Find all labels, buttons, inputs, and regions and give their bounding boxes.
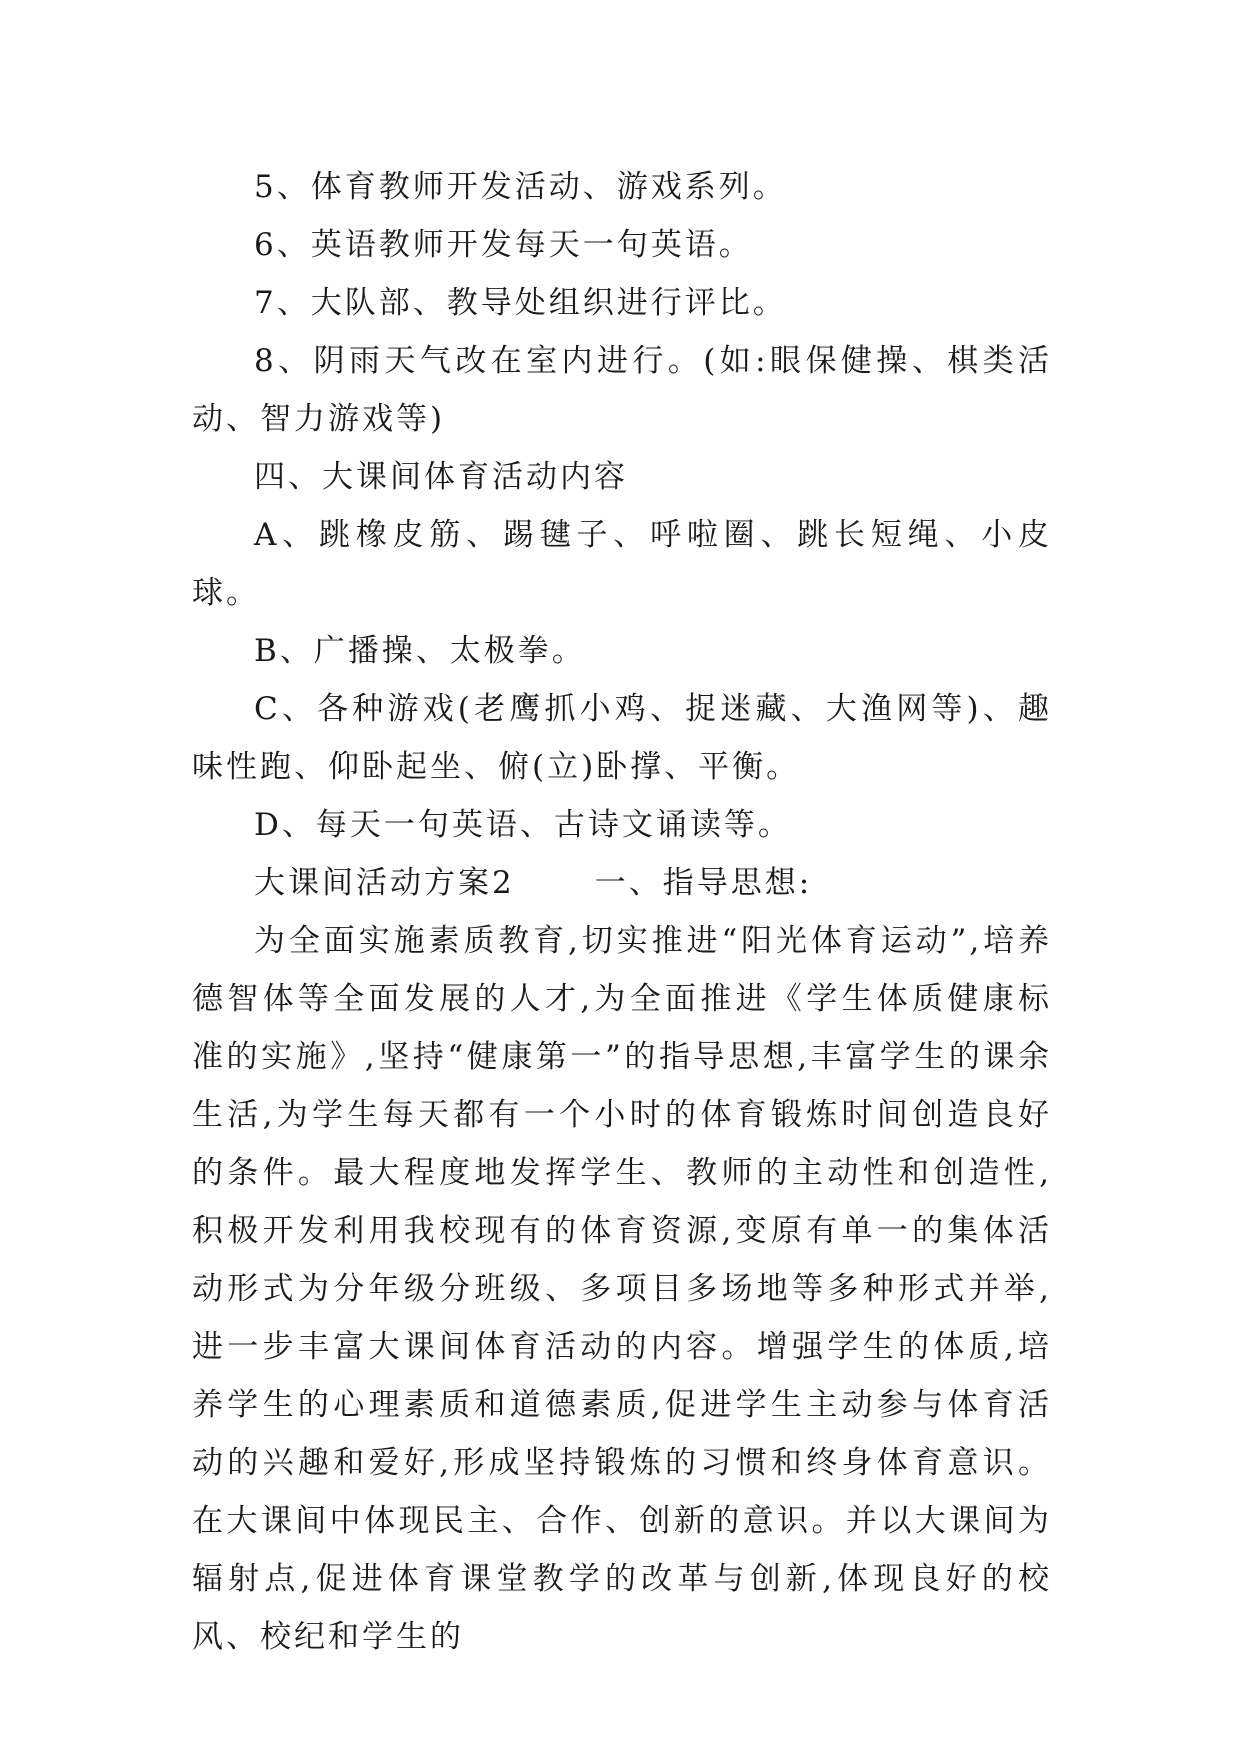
activity-item-c: C、各种游戏(老鹰抓小鸡、捉迷藏、大渔网等)、趣味性跑、仰卧起坐、俯(立)卧撑、平衡。 (192, 691, 1052, 785)
plan-title: 大课间活动方案2 (254, 865, 515, 901)
document-body (192, 158, 1052, 1666)
activity-item-b: B、广播操、太极拳。 (254, 633, 586, 669)
plan-subtitle: 一、指导思想: (594, 865, 813, 901)
list-item-6: 6、英语教师开发每天一句英语。 (254, 227, 753, 263)
activity-item-d: D、每天一句英语、古诗文诵读等。 (254, 807, 792, 843)
activity-item-a: A、跳橡皮筋、踢毽子、呼啦圈、跳长短绳、小皮球。 (192, 517, 1052, 611)
guiding-ideology-paragraph: 为全面实施素质教育,切实推进“阳光体育运动”,培养德智体等全面发展的人才,为全面推进《学生体质健康标准的实施》,坚持“健康第一”的指导思想,丰富学生的课余生活,为学生每天都有一个小时的体育锻炼时间创造良好的条件。最大程度地发挥学生、教师的主动性和创造性,积极开发利用我校现有的体育资源,变原有单一的集体活动形式为分年级分班级、多项目多场地等多种形式并举,进一步丰富大课间体育活动的内容。增强学生的体质,培养学生的心理素质和道德素质,促进学生主动参与体育活动的兴趣和爱好,形成坚持锻炼的习惯和终身体育意识。在大课间中体现民主、合作、创新的意识。并以大课间为辐射点,促进体育课堂教学的改革与创新,体现良好的校风、校纪和学生的 (192, 923, 1052, 1655)
list-item-5: 5、体育教师开发活动、游戏系列。 (254, 169, 787, 205)
section-heading-4: 四、大课间体育活动内容 (254, 459, 628, 495)
plan-heading (192, 854, 1052, 912)
list-item-7: 7、大队部、教导处组织进行评比。 (254, 285, 787, 321)
list-item-8: 8、阴雨天气改在室内进行。(如:眼保健操、棋类活动、智力游戏等) (192, 343, 1052, 437)
